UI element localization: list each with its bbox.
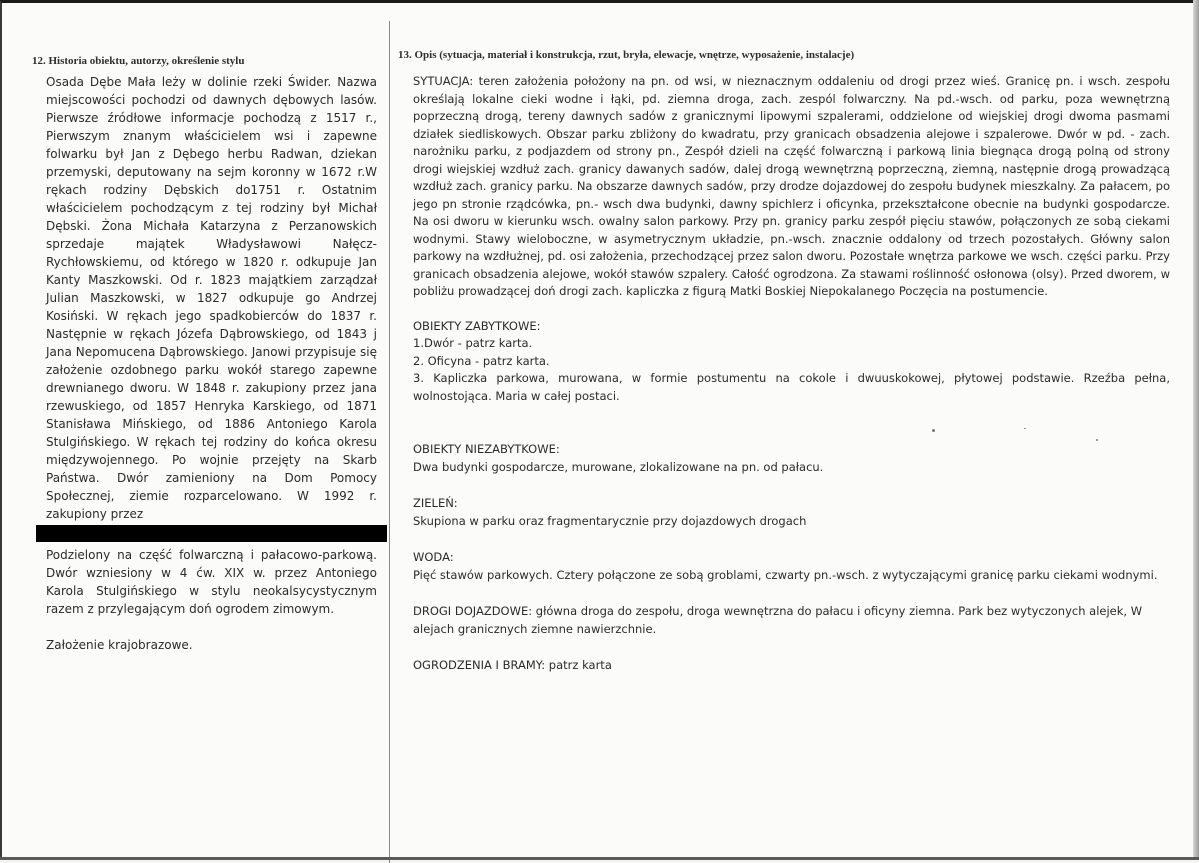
history-column <box>46 73 377 654</box>
page-edge-shadow <box>1193 0 1199 860</box>
scan-speck <box>1096 439 1098 441</box>
water-title: WODA: <box>413 550 454 564</box>
monuments-title: OBIEKTY ZABYTKOWE: <box>413 318 541 333</box>
section-13-heading: 13. Opis (sytuacja, materiał i konstrukcja, rzut, bryła, elewacje, wnętrze, wyposażenie, instalacje) <box>398 49 855 61</box>
greenery-title: ZIELEŃ: <box>413 496 458 510</box>
monument-item: 3. Kapliczka parkowa, murowana, w formie postumentu na cokole i dwuuskokowej, płytowej podstawie. Rzeźba pełna, wolnostojąca. Maria w całej postaci. <box>413 371 1170 403</box>
monument-item: 1.Dwór - patrz karta. <box>413 336 533 350</box>
section-12-heading: 12. Historia obiektu, autorzy, określenie stylu <box>32 55 245 67</box>
division-paragraph: Podzielony na część folwarczną i pałacowo-parkową. Dwór wzniesiony w 4 ćw. XIX w. przez Antoniego Karola Stulgińskiego w stylu neokalsycystycznym razem z przylegającym doń ogrodem zimowym. <box>46 548 377 616</box>
fences-text: OGRODZENIA I BRAMY: patrz karta <box>413 658 612 672</box>
water-text: Pięć stawów parkowych. Cztery połączone ze sobą groblami, czwarty pn.-wsch. z wytyczającymi granicę parku ciekami wodnymi. <box>413 567 1158 582</box>
redaction-bar <box>36 525 387 542</box>
greenery-text: Skupiona w parku oraz fragmentarycznie przy dojazdowych drogach <box>413 513 807 528</box>
situation-paragraph: SYTUACJA: teren założenia położony na pn. od wsi, w nieznacznym oddaleniu od drogi przez wieś. Granicę pn. i wsch. zespołu określają lokalne cieki wodne i łąki, pd. ziemna droga, zach. zespól folwarczny. Na pd.-wsch. od parku, poza wewnętrzną poprzeczną drogą, tereny dawnych sadów z granicznymi lipowymi szpalerami, oddzielone od wiejskiej drogi dwoma pasmami działek siedliskowych. Obszar parku zbliżony do kwadratu, przy granicach obsadzenia alejowe i szpalerowe. Dwór w pd. - zach. narożniku parku, z podjazdem od strony pn., Zespół dzieli na część folwarczną i parkową linia biegnąca drogą polną od strony drogi wiejskiej wzdłuż zach. granicy dawanych sadów, dalej drogą wewnętrzną poprzeczną, ziemną, następnie drogą prowadzącą wzdłuż zach. granicy parku. Na obszarze dawnych sadów, przy drodze dojazdowej do zespołu budynek mieszkalny. Za pałacem, po jego pn stronie rządcówka, pn.- wsch dwa budynki, dawny spichlerz i oficynka, przekształcone obecnie na budynki gospodarcze. Na osi dworu w kierunku wsch. owalny salon parkowy. Przy pn. granicy parku zespół pięciu stawów, połączonych ze sobą ciekami wodnymi. Stawy wieloboczne, w asymetrycznym układzie, pn.-wsch. znacznie oddalony od trzech pozostałych. Główny salon parkowy na wzdłużnej, pd. osi założenia, przechodzącej przez salon dworu. Pozostałe wnętrza parkowe we wsch. części parku. Przy granicach obsadzenia alejowe, wokół stawów szpalery. Całość ogrodzona. Za stawami roślinność osłonowa (olsy). Przed dworem, w pobliżu prowadzącej doń drogi zach. kapliczka z figurą Matki Boskiej Niepokalanego Poczęcia na postumencie. <box>413 74 1170 298</box>
scan-speck <box>932 429 935 432</box>
column-divider <box>389 21 390 863</box>
non-monuments-text: Dwa budynki gospodarcze, murowane, zlokalizowane na pn. od pałacu. <box>413 459 824 474</box>
description-column <box>413 73 1170 675</box>
non-monuments-title: OBIEKTY NIEZABYTKOWE: <box>413 442 560 456</box>
scan-speck <box>1024 428 1026 429</box>
history-paragraph: Osada Dębe Mała leży w dolinie rzeki Świder. Nazwa miejscowości pochodzi od dawnych dębowych lasów. Pierwsze źródłowe informacje pochodzą z 1517 r., Pierwszym znanym właścicielem wsi i zapewne folwarku był Jan z Dębego herbu Radwan, dziekan przemyski, deputowany na sejm koronny w 1672 r.W rękach rodziny Dębskich do1751 r. Ostatnim właścicielem pochodzącym z tej rodziny był Michał Dębski. Żona Michała Katarzyna z Perzanowskich sprzedaje majątek Władysławowi Nałęcz-Rychłowskiemu, od którego w 1820 r. odkupuje Jan Kanty Maszkowski. Od r. 1823 majątkiem zarządzał Julian Maszkowski, w 1827 odkupuje go Andrzej Kosiński. W rękach jego spadkobierców do 1837 r. Następnie w rękach Józefa Dąbrowskiego, od 1843 j Jana Nepomucena Dąbrowskiego. Janowi przypisuje się założenie ozdobnego parku wokół starego zapewne drewnianego dworu. W 1848 r. zakupiony przez jana rzewuskiego, od 1857 Henryka Karskiego, od 1871 Stanisława Mińskiego, od 1886 Antoniego Karola Stulgińskiego. W rękach tej rodziny do końca okresu międzywojennego. Po wojnie przejęty na Skarb Państwa. Dwór zamieniony na Dom Pomocy Społecznej, ziemie rozparcelowano. W 1992 r. zakupiony przez <box>46 75 377 521</box>
access-roads-text: DROGI DOJAZDOWE: główna droga do zespołu, droga wewnętrzna do pałacu i oficyny ziemna. Park bez wytyczonych alejek, W alejach granicznych ziemne nawierzchnie. <box>413 604 1143 636</box>
monument-item: 2. Oficyna - patrz karta. <box>413 353 550 368</box>
layout-style-text: Założenie krajobrazowe. <box>46 638 193 652</box>
